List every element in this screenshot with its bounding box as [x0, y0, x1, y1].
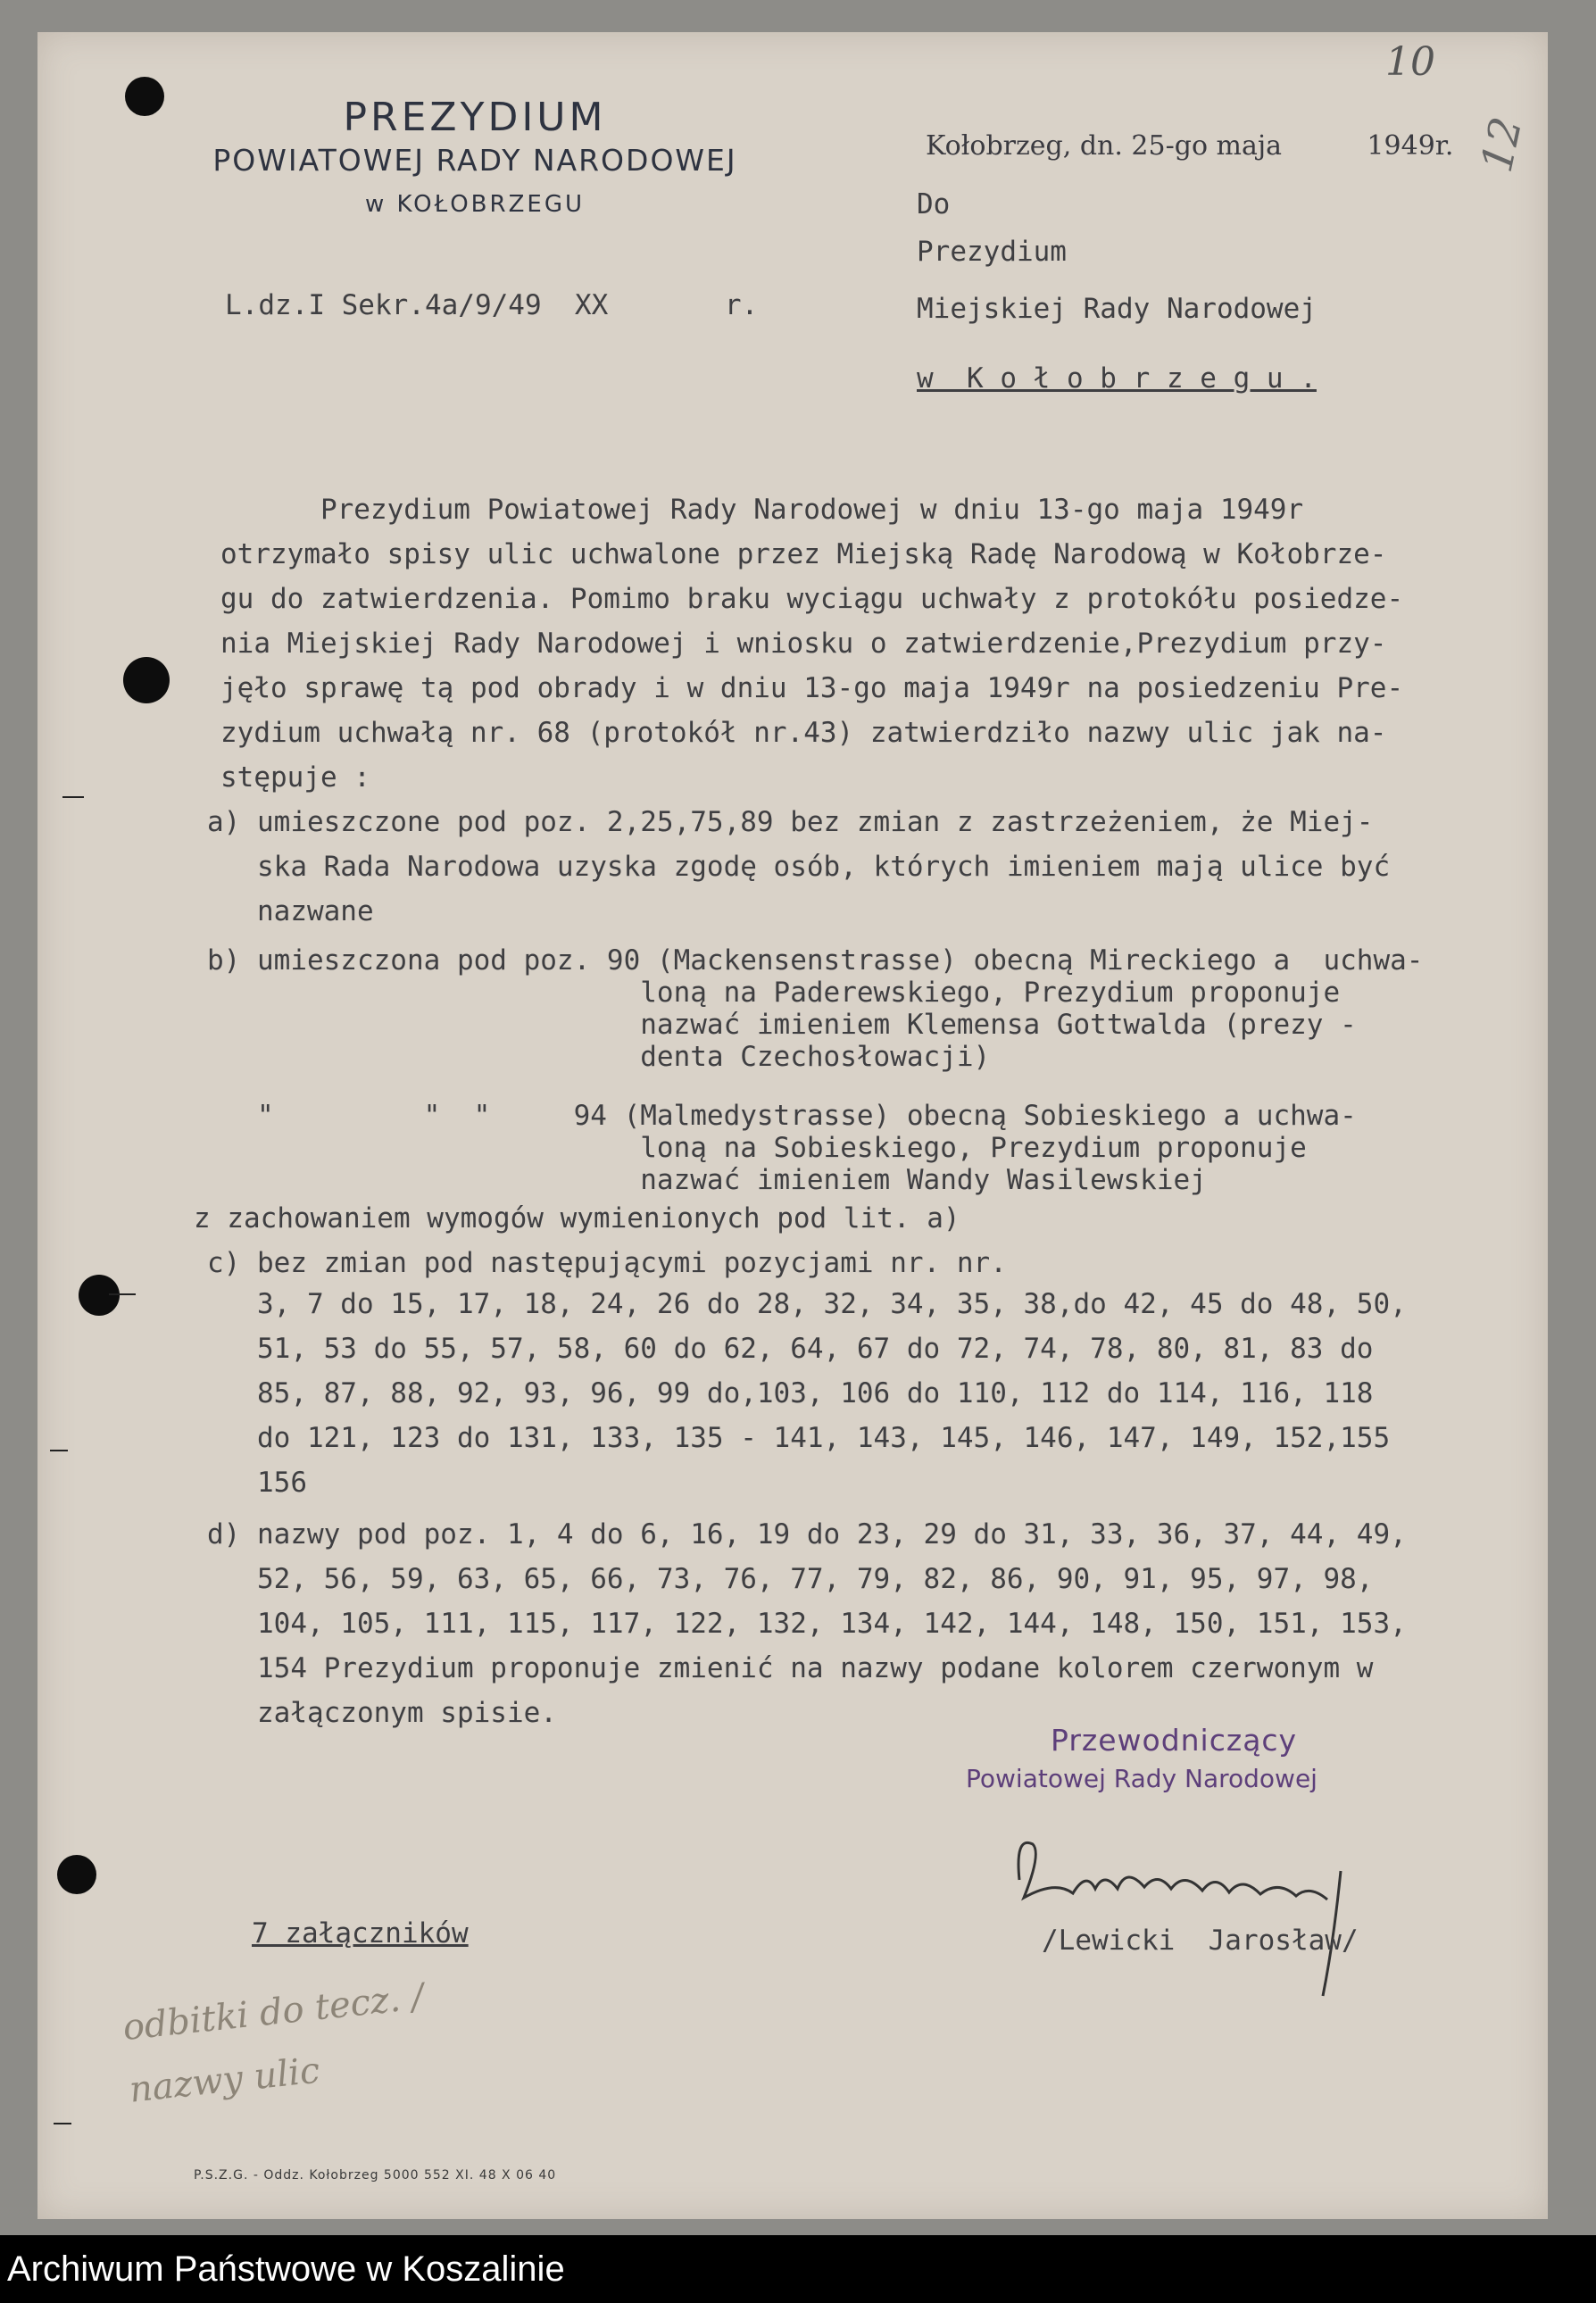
item-d-line: 104, 105, 111, 115, 117, 122, 132, 134, 142, 144, 148, 150, 151, 153,	[207, 1608, 1407, 1640]
recipient-to: Do	[917, 188, 951, 220]
institution-location: w KOŁOBRZEGU	[364, 191, 586, 218]
signature-scribble	[1002, 1817, 1403, 1996]
enclosures-note: 7 załączników	[252, 1917, 469, 1950]
recipient-line2: Miejskiej Rady Narodowej	[917, 293, 1317, 325]
page-number-handwritten-2: 12	[1471, 112, 1533, 177]
item-c-line: c) bez zmian pod następującymi pozycjami nr. nr.	[207, 1247, 1007, 1279]
item-c-line: 156	[207, 1467, 307, 1499]
item-b-line: b) umieszczona pod poz. 90 (Mackensenstrasse) obecną Mireckiego a uchwa-	[207, 944, 1424, 977]
place-and-date: Kołobrzeg, dn. 25-go maja 1949r.	[926, 130, 1454, 162]
reference-number: L.dz.I Sekr.4a/9/49 XX r.	[225, 289, 759, 321]
body-line: stępuje :	[220, 761, 370, 794]
margin-tick	[109, 1293, 136, 1295]
item-a-line: nazwane	[207, 895, 374, 927]
item-b2-line: " " " 94 (Malmedystrasse) obecną Sobieskiego a uchwa-	[207, 1100, 1357, 1132]
item-c-line: do 121, 123 do 131, 133, 135 - 141, 143, 145, 146, 147, 149, 152,155	[207, 1422, 1391, 1454]
body-line: zydium uchwałą nr. 68 (protokół nr.43) zatwierdziło nazwy ulic jak na-	[220, 717, 1387, 749]
print-footer: P.S.Z.G. - Oddz. Kołobrzeg 5000 552 XI. 48 X 06 40	[194, 2168, 557, 2182]
recipient-line1: Prezydium	[917, 236, 1067, 268]
punch-hole-middle	[123, 657, 170, 703]
margin-tick	[50, 1450, 68, 1451]
item-d-line: 52, 56, 59, 63, 65, 66, 73, 76, 77, 79, 82, 86, 90, 91, 95, 97, 98,	[207, 1563, 1374, 1595]
letter-body	[194, 487, 1542, 1735]
institution-title: PREZYDIUM	[343, 95, 607, 140]
body-line: nia Miejskiej Rady Narodowej i wniosku o zatwierdzenie,Prezydium przy-	[220, 628, 1387, 660]
body-line: jęło sprawę tą pod obrady i w dniu 13-go maja 1949r na posiedzeniu Pre-	[220, 672, 1404, 704]
item-a-line: a) umieszczone pod poz. 2,25,75,89 bez zmian z zastrzeżeniem, że Miej-	[207, 806, 1374, 838]
recipient-line3: w K o ł o b r z e g u .	[917, 362, 1317, 395]
body-line: otrzymało spisy ulic uchwalone przez Miejską Radę Narodową w Kołobrze-	[220, 538, 1387, 570]
item-b-line: nazwać imieniem Klemensa Gottwalda (prezy -	[207, 1009, 1357, 1041]
item-d-line: d) nazwy pod poz. 1, 4 do 6, 16, 19 do 23, 29 do 31, 33, 36, 37, 44, 49,	[207, 1518, 1407, 1551]
item-c-line: 51, 53 do 55, 57, 58, 60 do 62, 64, 67 do 72, 74, 78, 80, 81, 83 do	[207, 1333, 1374, 1365]
item-b-note: z zachowaniem wymogów wymienionych pod lit. a)	[194, 1202, 960, 1235]
punch-hole-middle-lower	[79, 1275, 120, 1316]
document-sheet	[37, 32, 1548, 2219]
institution-subtitle: POWIATOWEJ RADY NARODOWEJ	[212, 143, 737, 178]
margin-tick	[54, 2123, 71, 2124]
body-line: Prezydium Powiatowej Rady Narodowej w dniu 13-go maja 1949r	[220, 494, 1304, 526]
item-d-line: 154 Prezydium proponuje zmienić na nazwy podane kolorem czerwonym w	[207, 1652, 1374, 1684]
item-b2-line: loną na Sobieskiego, Prezydium proponuje	[207, 1132, 1307, 1164]
item-b2-line: nazwać imieniem Wandy Wasilewskiej	[207, 1164, 1207, 1196]
margin-tick	[62, 796, 84, 798]
stamp-title: Przewodniczący	[1051, 1723, 1298, 1758]
item-b-line: loną na Paderewskiego, Prezydium proponuje	[207, 977, 1341, 1009]
handwritten-pencil-note: odbitki do tecz. / nazwy ulic	[121, 1975, 426, 2111]
page-number-handwritten: 10	[1385, 39, 1435, 85]
stamp-subtitle: Powiatowej Rady Narodowej	[966, 1764, 1318, 1793]
item-b-line: denta Czechosłowacji)	[207, 1041, 991, 1073]
item-c-line: 3, 7 do 15, 17, 18, 24, 26 do 28, 32, 34, 35, 38,do 42, 45 do 48, 50,	[207, 1288, 1407, 1320]
punch-hole-bottom	[57, 1855, 96, 1894]
archive-caption-bar: Archiwum Państwowe w Koszalinie	[0, 2235, 1596, 2303]
signatory-name: /Lewicki Jarosław/	[1042, 1925, 1359, 1957]
item-a-line: ska Rada Narodowa uzyska zgodę osób, których imieniem mają ulice być	[207, 851, 1391, 883]
item-c-line: 85, 87, 88, 92, 93, 96, 99 do,103, 106 do 110, 112 do 114, 116, 118	[207, 1377, 1374, 1409]
body-line: gu do zatwierdzenia. Pomimo braku wyciągu uchwały z protokółu posiedze-	[220, 583, 1404, 615]
item-d-line: załączonym spisie.	[207, 1697, 557, 1729]
